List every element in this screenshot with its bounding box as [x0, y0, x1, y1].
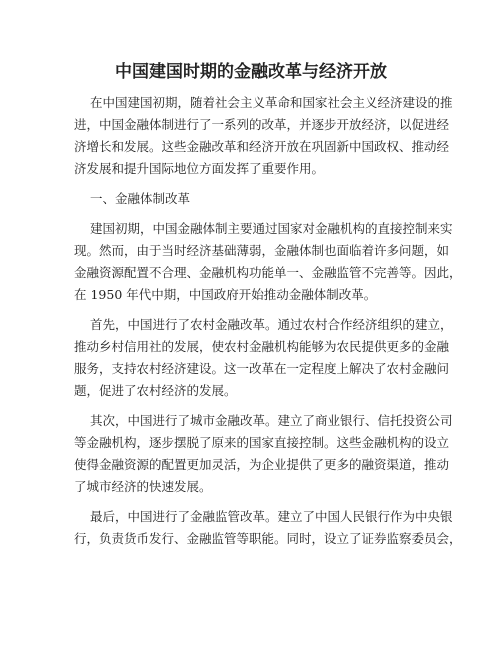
- section-heading: 一、金融体制改革: [90, 191, 191, 206]
- paragraph-2-line-4: 在 1950 年代中期，中国政府开始推动金融体制改革。: [74, 287, 377, 302]
- paragraph-3-line-2: 推动乡村信用社的发展，使农村金融机构能够为农民提供更多的金融: [74, 339, 450, 354]
- document-title: 中国建国时期的金融改革与经济开放: [115, 62, 387, 82]
- paragraph-4-line-2: 等金融机构，逐步摆脱了原来的国家直接控制。这些金融机构的设立: [74, 435, 450, 450]
- paragraph-2-line-1: 建国初期，中国金融体制主要通过国家对金融机构的直接控制来实: [90, 221, 453, 236]
- paragraph-3-line-4: 题，促进了农村经济的发展。: [74, 383, 237, 398]
- paragraph-3-line-1: 首先，中国进行了农村金融改革。通过农村合作经济组织的建立，: [90, 317, 453, 332]
- paragraph-4-line-4: 了城市经济的快速发展。: [74, 479, 212, 494]
- paragraph-5-line-2: 行，负责货币发行、金融监管等职能。同时，设立了证券监察委员会，: [74, 531, 462, 546]
- paragraph-4-line-1: 其次，中国进行了城市金融改革。建立了商业银行、信托投资公司: [90, 413, 453, 428]
- paragraph-5-line-1: 最后，中国进行了金融监管改革。建立了中国人民银行作为中央银: [90, 509, 453, 524]
- paragraph-1-line-3: 济增长和发展。这些金融改革和经济开放在巩固新中国政权、推动经: [74, 139, 450, 154]
- paragraph-1-line-1: 在中国建国初期，随着社会主义革命和国家社会主义经济建设的推: [90, 95, 453, 110]
- paragraph-2-line-2: 现。然而，由于当时经济基础薄弱，金融体制也面临着许多问题，如: [74, 243, 450, 258]
- paragraph-1-line-4: 济发展和提升国际地位方面发挥了重要作用。: [74, 161, 325, 176]
- paragraph-2-line-3: 金融资源配置不合理、金融机构功能单一、金融监管不完善等。因此，: [74, 265, 462, 280]
- paragraph-3-line-3: 服务，支持农村经济建设。这一改革在一定程度上解决了农村金融问: [74, 361, 450, 376]
- paragraph-4-line-3: 使得金融资源的配置更加灵活，为企业提供了更多的融资渠道，推动: [74, 457, 450, 472]
- paragraph-1-line-2: 进，中国金融体制进行了一系列的改革，并逐步开放经济，以促进经: [74, 117, 450, 132]
